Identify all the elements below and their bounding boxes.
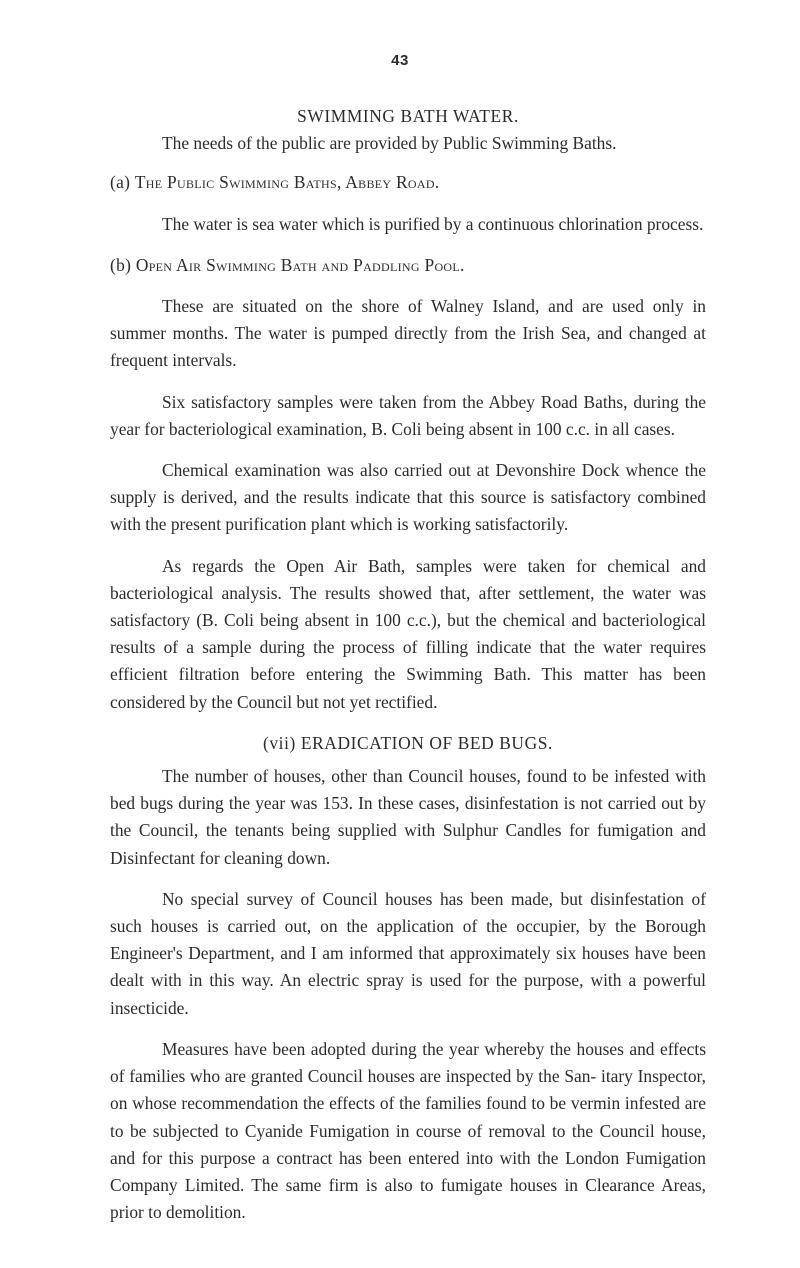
subheading-a-title: The Public Swimming Baths, Abbey Road. (134, 172, 440, 193)
paragraph-measures-adopted: Measures have been adopted during the year whereby the houses and effects of families who are granted Council houses are inspected by the San- itary Inspector, on whose recommendation the effects of the families found to be vermin infested are to be subjected to Cyanide Fumigation in course of removal to the Council house, and for this purpose a contract has been entered into with the London Fumigation Company Limited. The same firm is also to fumigate houses in Clearance Areas, prior to demolition. (110, 1038, 706, 1223)
subheading-a-label: (a) (110, 172, 131, 193)
subheading-b-label: (b) (110, 254, 132, 275)
paragraph-council-survey: No special survey of Council houses has been made, but disinfestation of such houses is carried out, on the application of the occupier, by the Borough Engineer's Department, and I am informed that approximately six houses have been dealt with in this way. An electric spray is used for the purpose, with a powerful insecticide. (110, 888, 706, 1018)
paragraph-abbey-road-water: The water is sea water which is purified by a continuous chlorination process. (162, 213, 704, 234)
page-number: 43 (391, 52, 409, 69)
paragraph-open-air-bath: As regards the Open Air Bath, samples were taken for chemical and bacteriological analysis. The results showed that, after settlement, the water was satisfactory (B. Coli being absent in 100 c.c.), but the chemical and bacteriological results of a sample during the process of filling indicate that the water requires efficient filtration before entering the Swimming Bath. This matter has been considered by the Council but not yet rectified. (110, 555, 706, 712)
page-content (110, 103, 706, 1240)
paragraph-satisfactory-samples: Six satisfactory samples were taken from the Abbey Road Baths, during the year for bacteriological examination, B. Coli being absent in 100 c.c. in all cases. (110, 391, 706, 439)
subheading-b (110, 252, 706, 279)
subheading-a (110, 169, 706, 196)
section-title-swimming-bath-water: SWIMMING BATH WATER. (297, 106, 519, 126)
paragraph-infested-houses: The number of houses, other than Council houses, found to be infested with bed bugs during the year was 153. In these cases, disinfestation is not carried out by the Council, the tenants being supplied with Sulphur Candles for fumigation and Disinfectant for cleaning down. (110, 766, 706, 868)
section-title-eradication-bed-bugs: (vii) ERADICATION OF BED BUGS. (263, 732, 553, 753)
paragraph-chemical-examination: Chemical examination was also carried out at Devonshire Dock whence the supply is derived, and the results indicate that this source is satisfactory combined with the present purification plant which is working satisfactorily. (110, 460, 706, 535)
intro-paragraph: The needs of the public are provided by Public Swimming Baths. (162, 133, 617, 154)
subheading-b-title: Open Air Swimming Bath and Paddling Pool. (135, 254, 465, 275)
paragraph-walney-island: These are situated on the shore of Walney Island, and are used only in summer months. The water is pumped directly from the Irish Sea, and changed at frequent intervals. (110, 296, 706, 371)
